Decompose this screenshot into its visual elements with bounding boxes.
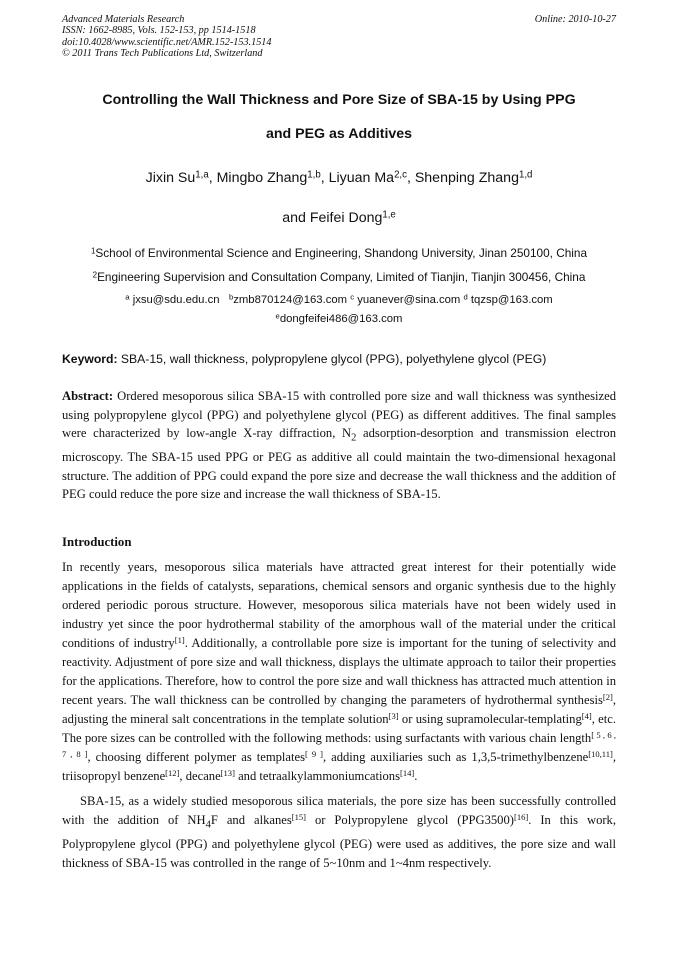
author-affiliation-mark: 1,a	[195, 169, 209, 181]
author-name: Mingbo Zhang	[216, 170, 308, 186]
paper-title-line-1: Controlling the Wall Thickness and Pore Size of SBA-15 by Using PPG	[102, 92, 576, 108]
copyright-line: © 2011 Trans Tech Publications Ltd, Switzerland	[62, 48, 263, 60]
citation: [1]	[174, 635, 185, 646]
author-affiliation-mark: 1,b	[307, 169, 321, 181]
email-address[interactable]: dongfeifei486@163.com	[279, 313, 403, 325]
paragraph-text: . Additionally, a controllable pore size is important for the tuning of selectivity and reactivity. Adjustment of pore size and wall thickness, displays the ultimate approach to tailor their properties for the applications. Therefore, how to control the pore size and wall thickness has attracted much attention in recent years. The wall thickness can be controlled by changing the parameters of hydrothermal synthesis	[62, 636, 617, 707]
affiliation-text: Engineering Supervision and Consultation Company, Limited of Tianjin, Tianjin 300456, China	[97, 270, 586, 284]
paragraph-text: , etc. The pore sizes can be controlled with the following methods: using surfactants with various chain length	[62, 712, 617, 745]
author-name: Jixin Su	[145, 170, 196, 186]
citation: [2]	[602, 692, 613, 703]
author-name: Liyuan Ma	[328, 170, 395, 186]
keywords-label: Keyword:	[62, 352, 118, 366]
author-list-line-2	[62, 210, 616, 226]
email-mark: a	[125, 292, 130, 302]
citation: [13]	[220, 768, 235, 779]
paragraph-text: In recently years, mesoporous silica materials have attracted great interest for their potentially wide applications in the fields of catalysts, separations, chemical sensors and organic synthesis due to the highly ordered periodic porous structure. However, mesoporous silica materials have not been widely used in industry yet since the poor hydrothermal stability of the amorphous wall of the material under the critical conditions of industry	[62, 560, 616, 650]
affiliation-mark: 1	[90, 246, 96, 256]
subscript: 4	[205, 819, 211, 831]
intro-paragraph-2	[62, 792, 616, 873]
paper-title-line-2: and PEG as Additives	[265, 126, 413, 142]
paragraph-text: or Polypropylene glycol (PPG3500)	[306, 813, 514, 827]
paragraph-text: , decane	[179, 769, 221, 783]
paragraph-text: or using supramolecular-templating	[398, 712, 582, 726]
email-address[interactable]: jxsu@sdu.edu.cn	[132, 294, 220, 306]
abstract-text: Ordered mesoporous silica SBA-15 with controlled pore size and wall thickness was synthesized using polypropylene glycol (PPG) and polyethylene glycol (PEG) as different additives. The final samples were characterized by low-angle X-ray diffraction, N	[62, 389, 617, 440]
and-word: and	[282, 210, 306, 226]
abstract-label: Abstract:	[62, 389, 114, 403]
author-list: Jixin Su$^{1,a}$, Mingbo Zhang$^{1,b}$, Liyuan Ma$^{2,c}$, Shenping Zhang$^{1,d}$	[145, 169, 533, 186]
paragraph-text: and tetraalkylammoniumcations	[234, 769, 400, 783]
email-mark: d	[463, 292, 468, 302]
paragraph-text: SBA-15, as a widely studied mesoporous silica materials, the pore size has been successfully controlled with the addition of NH	[62, 794, 616, 827]
paragraph-text: F and alkanes	[210, 813, 292, 827]
intro-paragraph-1	[62, 558, 616, 786]
affiliation-2	[62, 270, 616, 284]
keywords	[62, 352, 616, 366]
section-heading-introduction: Introduction	[62, 535, 132, 549]
author-affiliation-mark: 1,e	[382, 209, 396, 221]
affiliation-text: School of Environmental Science and Engineering, Shandong University, Jinan 250100, China	[95, 246, 588, 260]
citation: [15]	[291, 812, 306, 823]
citation: [10,11]	[588, 749, 613, 760]
affiliation-1	[62, 246, 616, 260]
email-line-1	[62, 294, 616, 306]
email-mark: c	[350, 292, 355, 302]
email-address[interactable]: tqzsp@163.com	[470, 294, 553, 306]
citation: [14]	[400, 768, 415, 779]
citation: [12]	[165, 768, 180, 779]
paragraph-text: , triisopropyl benzene	[62, 750, 616, 783]
affiliation-mark: 2	[92, 270, 98, 280]
email-line-2	[62, 313, 616, 325]
abstract	[62, 387, 616, 504]
journal-header	[62, 14, 271, 60]
journal-name: Advanced Materials Research	[62, 14, 185, 25]
author-affiliation-mark: 1,d	[518, 169, 533, 181]
paragraph-text: . In this work, Polypropylene glycol (PPG) and polyethylene glycol (PEG) were used as additives, the pore size and wall thickness of SBA-15 was controlled in the range of 5~10nm and 1~4nm respectively.	[62, 813, 617, 870]
paragraph-text: , adding auxiliaries such as 1,3,5-trimethylbenzene	[322, 750, 589, 764]
email-address[interactable]: zmb870124@163.com	[233, 294, 348, 306]
citation: [ 5 , 6 , 7 , 8 ]	[62, 730, 617, 760]
paragraph-text: .	[414, 769, 418, 783]
citation: [ 9 ]	[305, 749, 323, 760]
email-mark: b	[228, 292, 234, 302]
citation: [3]	[388, 711, 399, 722]
citation: [4]	[581, 711, 592, 722]
author-name: Shenping Zhang	[414, 170, 519, 186]
issn-line: ISSN: 1662-8985, Vols. 152-153, pp 1514-1518	[62, 25, 256, 37]
paragraph-text: , choosing different polymer as templates	[87, 750, 305, 764]
email-mark: e	[275, 311, 280, 321]
email-address[interactable]: yuanever@sina.com	[357, 294, 461, 306]
author-name: Feifei Dong	[309, 210, 383, 226]
citation: [16]	[513, 812, 529, 823]
author-affiliation-mark: 2,c	[394, 169, 407, 181]
keywords-text: SBA-15, wall thickness, polypropylene glycol (PPG), polyethylene glycol (PEG)	[120, 352, 547, 366]
online-date: Online: 2010-10-27	[534, 14, 616, 25]
subscript: 2	[351, 432, 357, 444]
paragraph-text: , adjusting the mineral salt concentrations in the template solution	[62, 693, 616, 726]
abstract-text: adsorption-desorption and transmission electron microscopy. The SBA-15 used PPG or PEG as additive all could maintain the two-dimensional hexagonal structure. The addition of PPG could expand the pore size and decrease the wall thickness and the addition of PEG could reduce the pore size and increase the wall thickness of SBA-15.	[62, 426, 616, 502]
doi-line: doi:10.4028/www.scientific.net/AMR.152-153.1514	[62, 36, 272, 48]
